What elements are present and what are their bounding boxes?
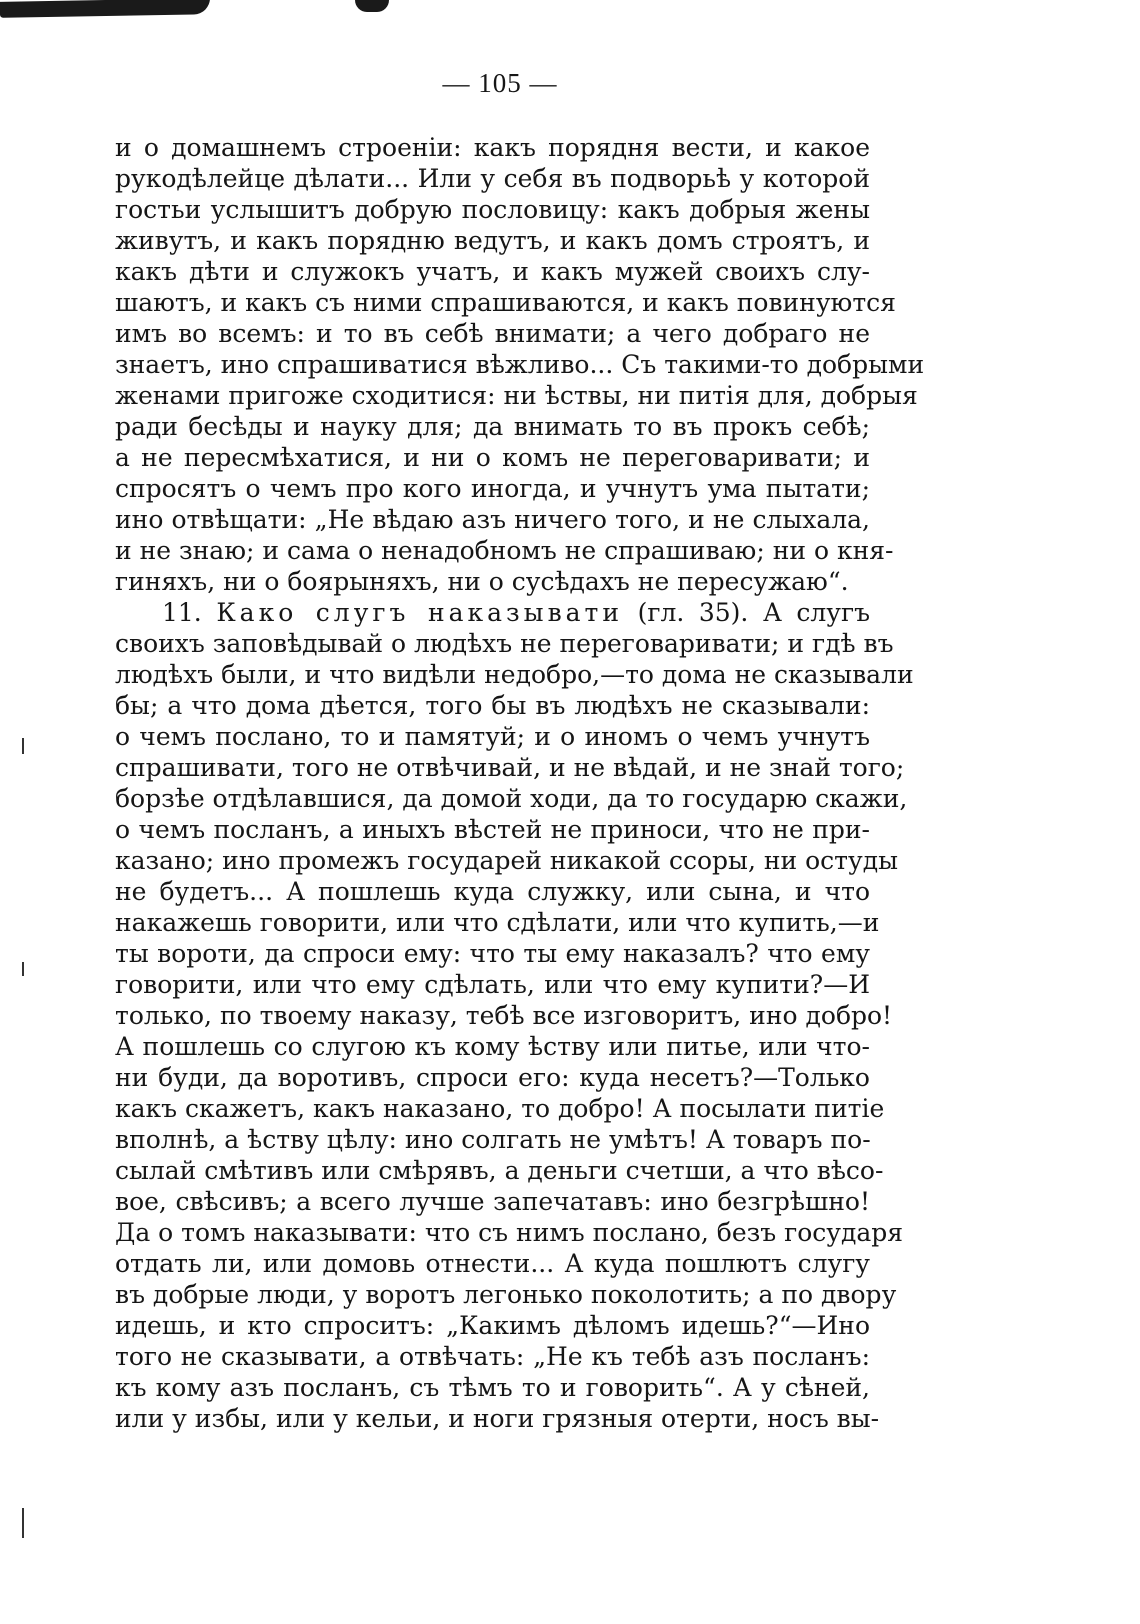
text-line: въ добрые люди, у воротъ легонько поколотить; а по двору bbox=[115, 1280, 897, 1309]
text-line: вполнѣ, а ѣству цѣлу: ино солгать не умѣтъ! А товаръ по- bbox=[115, 1125, 871, 1154]
margin-mark bbox=[22, 738, 24, 754]
text-line: спрашивати, того не отвѣчивай, и не вѣдай, и не знай того; bbox=[115, 753, 905, 782]
text-line: не будетъ... А пошлешь куда служку, или сына, и что bbox=[115, 877, 870, 906]
text-line: гиняхъ, ни о боярыняхъ, ни о сусѣдахъ не пересужаю“. bbox=[115, 567, 849, 596]
chapter-reference: (гл. 35). bbox=[637, 598, 749, 627]
page-number: — 105 — bbox=[442, 68, 558, 98]
text-line: своихъ заповѣдывай о людѣхъ не переговаривати; и гдѣ въ bbox=[115, 629, 894, 658]
text-line: а не пересмѣхатися, и ни о комъ не переговаривати; и bbox=[115, 443, 870, 472]
text-line: знаетъ, ино спрашиватися вѣжливо... Съ такими-то добрыми bbox=[115, 350, 925, 379]
margin-mark bbox=[22, 962, 24, 976]
text-line: казано; ино промежъ государей никакой ссоры, ни остуды bbox=[115, 846, 898, 875]
margin-mark bbox=[22, 1508, 24, 1538]
text-line: Да о томъ наказывати: что съ нимъ послано, безъ государя bbox=[115, 1218, 904, 1247]
text-line: о чемъ посланъ, а иныхъ вѣстей не приноси, что не при- bbox=[115, 815, 870, 844]
text-line: гостьи услышитъ добрую пословицу: какъ добрыя жены bbox=[115, 195, 870, 224]
text-line: того не сказывати, а отвѣчать: „Не къ тебѣ азъ посланъ: bbox=[115, 1342, 870, 1371]
text-line: о чемъ послано, то и памятуй; и о иномъ о чемъ учнутъ bbox=[115, 722, 870, 751]
body-text bbox=[115, 132, 925, 1434]
text-line: какъ скажетъ, какъ наказано, то добро! А посылати питіе bbox=[115, 1094, 885, 1123]
text-line: ни буди, да воротивъ, спроси его: куда несетъ?—Только bbox=[115, 1063, 870, 1092]
text-line: рукодѣлейце дѣлати... Или у себя въ подворьѣ у которой bbox=[115, 164, 870, 193]
text-line: ты вороти, да спроси ему: что ты ему наказалъ? что ему bbox=[115, 939, 870, 968]
text-line: только, по твоему наказу, тебѣ все изговоритъ, ино добро! bbox=[115, 1001, 893, 1030]
scan-smudge bbox=[355, 0, 389, 12]
text-line: сылай смѣтивъ или смѣрявъ, а деньги счетши, а что вѣсо- bbox=[115, 1156, 884, 1185]
text-line: женами пригоже сходитися: ни ѣствы, ни питія для, добрыя bbox=[115, 381, 918, 410]
text-line: накажешь говорити, или что сдѣлати, или что купить,—и bbox=[115, 908, 880, 937]
text-line: говорити, или что ему сдѣлать, или что ему купити?—И bbox=[115, 970, 870, 999]
text-line: борзѣе отдѣлавшися, да домой ходи, да то государю скажи, bbox=[115, 784, 908, 813]
text-line: ради бесѣды и науку для; да внимать то въ прокъ себѣ; bbox=[115, 412, 870, 441]
text-line: отдать ли, или домовь отнести... А куда пошлютъ слугу bbox=[115, 1249, 870, 1278]
text-line: идешь, и кто спроситъ: „Какимъ дѣломъ идешь?“—Ино bbox=[115, 1311, 870, 1340]
section-heading: Како слугъ наказывати bbox=[216, 598, 624, 627]
text-line: или у избы, или у кельи, и ноги грязныя отерти, носъ вы- bbox=[115, 1404, 880, 1433]
text-line: и не знаю; и сама о ненадобномъ не спрашиваю; ни о кня- bbox=[115, 536, 894, 565]
section-number: 11. bbox=[162, 598, 202, 627]
text-line: шаютъ, и какъ съ ними спрашиваются, и какъ повинуются bbox=[115, 288, 896, 317]
text-line: имъ во всемъ: и то въ себѣ внимати; а чего добраго не bbox=[115, 319, 870, 348]
text-line: людѣхъ были, и что видѣли недобро,—то дома не сказывали bbox=[115, 660, 914, 689]
text-line: спросятъ о чемъ про кого иногда, и учнутъ ума пытати; bbox=[115, 474, 870, 503]
text-line: А пошлешь со слугою къ кому ѣству или питье, или что- bbox=[115, 1032, 870, 1061]
text-line: бы; а что дома дѣется, того бы въ людѣхъ не сказывали: bbox=[115, 691, 870, 720]
text-line: живутъ, и какъ порядню ведутъ, и какъ домъ строятъ, и bbox=[115, 226, 870, 255]
scan-smudge bbox=[0, 0, 210, 18]
section-11-first-line bbox=[115, 597, 870, 628]
text-line: и о домашнемъ строеніи: какъ порядня вести, и какое bbox=[115, 133, 870, 162]
text-line: вое, свѣсивъ; а всего лучше запечатавъ: ино безгрѣшно! bbox=[115, 1187, 870, 1216]
text-line: А слугъ bbox=[762, 598, 871, 627]
text-line: къ кому азъ посланъ, съ тѣмъ то и говорить“. А у сѣней, bbox=[115, 1373, 870, 1402]
text-line: ино отвѣщати: „Не вѣдаю азъ ничего того, и не слыхала, bbox=[115, 505, 870, 534]
text-line: какъ дѣти и служокъ учатъ, и какъ мужей своихъ слу- bbox=[115, 257, 870, 286]
